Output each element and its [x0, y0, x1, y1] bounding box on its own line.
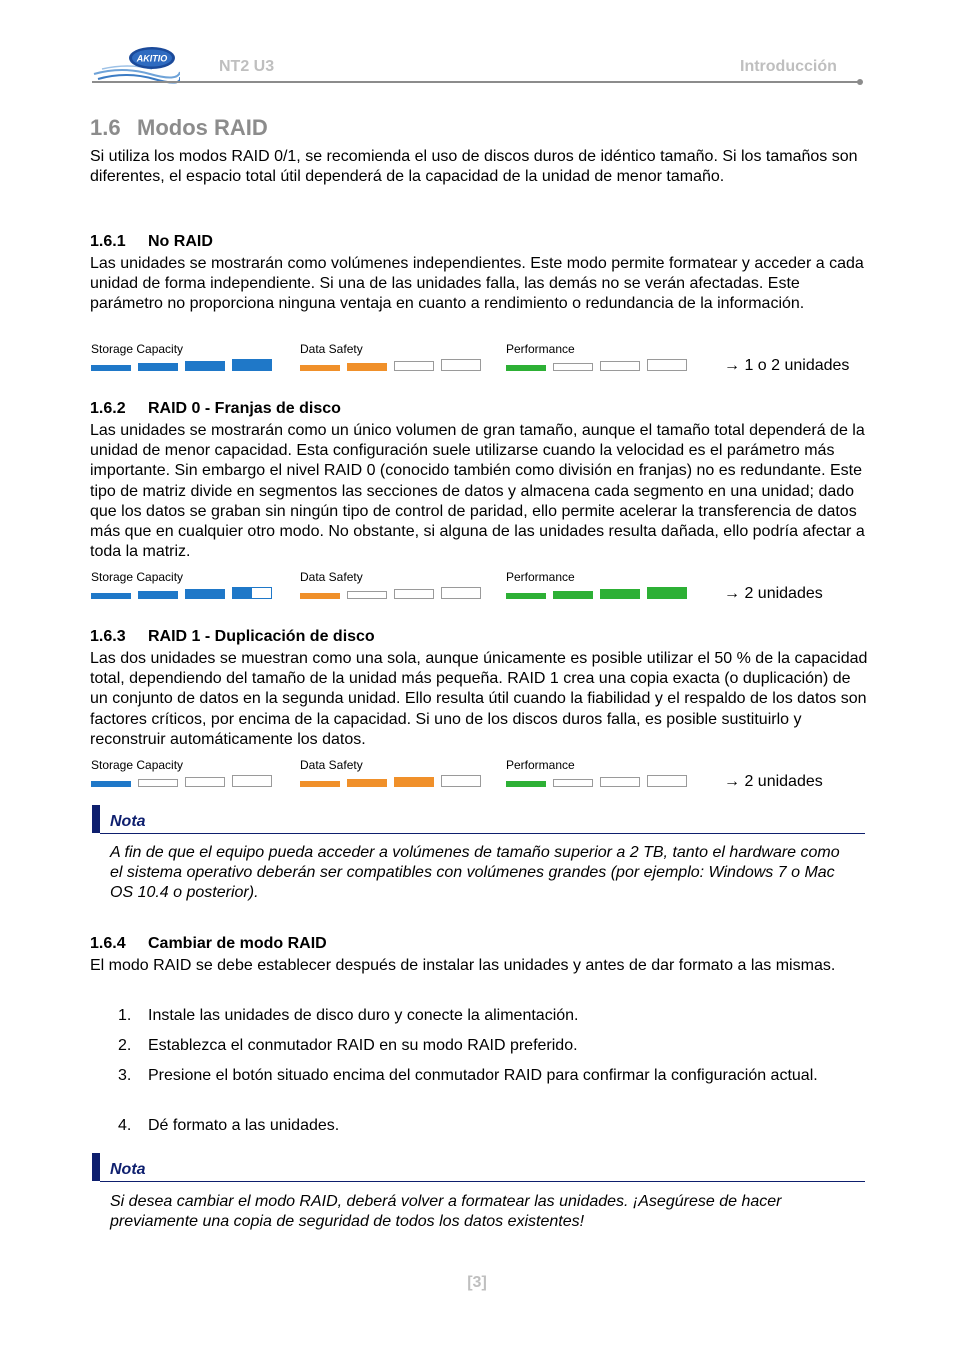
safety-rating-segment: [394, 589, 434, 599]
performance-rating-segment: [553, 591, 593, 599]
list-item: [118, 1036, 858, 1056]
header-divider-dot: [857, 79, 863, 85]
performance-rating-segment: [506, 781, 546, 787]
storage-rating-segment: [138, 363, 178, 371]
subsection-title: Cambiar de modo RAID: [148, 935, 327, 952]
section-heading: [90, 116, 268, 140]
drive-count-result: → 2 unidades: [724, 773, 823, 790]
note-text: A fin de que el equipo pueda acceder a volúmenes de tamaño superior a 2 TB, tanto el hardware como el sistema operativo deberán ser compatibles con volúmenes grandes (por ejemplo: Windows 7 o Mac OS 10.4 o posterior).: [110, 844, 840, 902]
storage-rating-segment: [185, 777, 225, 787]
storage-rating-segment: [91, 365, 131, 371]
safety-rating-segment: [441, 775, 481, 787]
list-number: 3.: [118, 1067, 132, 1084]
subsection-text-raid1: [90, 649, 870, 750]
storage-rating-segment: [185, 589, 225, 599]
subsection-text-change-raid: [90, 956, 870, 976]
subsection-number: 1.6.3: [90, 628, 126, 645]
paragraph: Las dos unidades se muestran como una sola, aunque únicamente es posible utilizar el 50 % de la capacidad total, dependiendo del tamaño de la unidad más pequeña. RAID 1 crea una copia exacta (o duplicación) de un conjunto de datos en la segunda unidad. Ello resulta útil cuando la fiabilidad y el respaldo de los datos son factores críticos, por encima de la capacidad. Si uno de los discos duros falla, es posible sustituirlo y reconstruir automáticamente los datos.: [90, 650, 868, 748]
list-item: [118, 1006, 858, 1026]
subsection-number: 1.6.4: [90, 935, 126, 952]
performance-rating-label: Performance: [506, 342, 575, 356]
subsection-text-raid0: [90, 421, 870, 562]
header-product: NT2 U3: [219, 58, 275, 75]
section-intro-text: Si utiliza los modos RAID 0/1, se recomienda el uso de discos duros de idéntico tamaño. Si los tamaños son diferentes, el espacio total útil dependerá de la capacidad de la unidad de menor tamaño.: [90, 148, 858, 186]
section-title: Modos RAID: [137, 115, 268, 140]
performance-rating-segment: [506, 365, 546, 371]
storage-rating-segment: [138, 591, 178, 599]
storage-rating-label: Storage Capacity: [91, 758, 184, 772]
note-marker: [92, 805, 100, 833]
list-item: [118, 1116, 858, 1136]
svg-text:AKITIO: AKITIO: [136, 53, 168, 64]
performance-rating-segment: [600, 361, 640, 371]
list-number: 4.: [118, 1117, 132, 1134]
performance-rating-label: Performance: [506, 570, 575, 584]
subsection-number: 1.6.1: [90, 233, 126, 250]
list-text: Dé formato a las unidades.: [148, 1117, 340, 1134]
performance-rating-segment: [553, 363, 593, 371]
list-text: Instale las unidades de disco duro y conecte la alimentación.: [148, 1007, 579, 1024]
safety-rating-segment: [394, 777, 434, 787]
safety-rating-segment: [347, 363, 387, 371]
performance-rating-segment: [600, 777, 640, 787]
note-divider: [100, 833, 865, 834]
safety-rating-segment: [441, 359, 481, 371]
note-text: Si desea cambiar el modo RAID, deberá volver a formatear las unidades. ¡Asegúrese de hacer previamente una copia de seguridad de todos los datos existentes!: [110, 1193, 782, 1231]
safety-rating-segment: [300, 593, 340, 599]
performance-rating-segment: [506, 593, 546, 599]
subsection-number: 1.6.2: [90, 400, 126, 417]
paragraph: El modo RAID se debe establecer después de instalar las unidades y antes de dar formato a las mismas.: [90, 957, 836, 974]
safety-rating-segment: [300, 781, 340, 787]
subsection-heading-change-raid: [90, 935, 327, 953]
storage-rating-segment: [232, 775, 272, 787]
performance-rating-segment: [600, 589, 640, 599]
subsection-title: No RAID: [148, 233, 213, 250]
list-number: 1.: [118, 1007, 132, 1024]
performance-rating-label: Performance: [506, 758, 575, 772]
list-text: Establezca el conmutador RAID en su modo RAID preferido.: [148, 1037, 578, 1054]
safety-rating-label: Data Safety: [300, 758, 363, 772]
subsection-title: RAID 0 - Franjas de disco: [148, 400, 341, 417]
subsection-heading-raid1: [90, 628, 375, 646]
storage-rating-segment: [232, 359, 272, 371]
section-number: 1.6: [90, 115, 121, 140]
rating-row-raid1: [0, 758, 954, 790]
safety-rating-label: Data Safety: [300, 570, 363, 584]
performance-rating-segment: [647, 359, 687, 371]
storage-rating-label: Storage Capacity: [91, 342, 184, 356]
subsection-title: RAID 1 - Duplicación de disco: [148, 628, 375, 645]
subsection-heading-no-raid: [90, 233, 213, 251]
rating-row-no-raid: [0, 342, 954, 374]
safety-rating-label: Data Safety: [300, 342, 363, 356]
header-divider: [92, 81, 860, 83]
safety-rating-segment: [347, 779, 387, 787]
note-divider: [100, 1181, 865, 1182]
performance-rating-segment: [647, 775, 687, 787]
safety-rating-segment: [300, 365, 340, 371]
storage-rating-segment: [138, 779, 178, 787]
drive-count-result: → 2 unidades: [724, 585, 823, 602]
storage-rating-segment: [185, 361, 225, 371]
page-number: [3]: [467, 1274, 487, 1291]
storage-rating-label: Storage Capacity: [91, 570, 184, 584]
drive-count-result: → 1 o 2 unidades: [724, 357, 850, 374]
storage-rating-segment: [232, 587, 272, 599]
safety-rating-segment: [441, 587, 481, 599]
header-section: Introducción: [740, 58, 837, 75]
rating-row-raid0: [0, 570, 954, 602]
list-number: 2.: [118, 1037, 132, 1054]
list-item: [118, 1066, 858, 1086]
paragraph: Las unidades se mostrarán como un único volumen de gran tamaño, aunque el tamaño total dependerá de la unidad de menor capacidad. Esta configuración suele utilizarse cuando la velocidad es el parámetro más importante. Sin embargo el nivel RAID 0 (conocido también como división en franjas) no es redundante. Este tipo de matriz divide en segmentos las secciones de datos y almacena cada segmento en una unidad; dado que los datos se graban sin ningún tipo de control de paridad, ello permite acelerar la transferencia de datos más que en cualquier otro modo. No obstante, si alguna de las unidades resulta dañada, ello podría afectar a toda la matriz.: [90, 422, 865, 561]
performance-rating-segment: [647, 587, 687, 599]
list-text: Presione el botón situado encima del conmutador RAID para confirmar la configuración actual.: [148, 1067, 818, 1084]
safety-rating-segment: [347, 591, 387, 599]
note-title: Nota: [110, 813, 146, 830]
storage-rating-segment: [91, 781, 131, 787]
subsection-text-no-raid: [90, 254, 870, 315]
note-title: Nota: [110, 1161, 146, 1178]
storage-rating-segment: [91, 593, 131, 599]
akitio-logo: [92, 44, 180, 84]
subsection-heading-raid0: [90, 400, 341, 418]
performance-rating-segment: [553, 779, 593, 787]
safety-rating-segment: [394, 361, 434, 371]
note-marker: [92, 1153, 100, 1181]
section-intro: [90, 147, 870, 187]
paragraph: Las unidades se mostrarán como volúmenes independientes. Este modo permite formatear y acceder a cada unidad de forma independiente. Si una de las unidades falla, las demás no se verán afectadas. Este parámetro no proporciona ninguna ventaja en cuanto a rendimiento o redundancia de la información.: [90, 255, 864, 313]
